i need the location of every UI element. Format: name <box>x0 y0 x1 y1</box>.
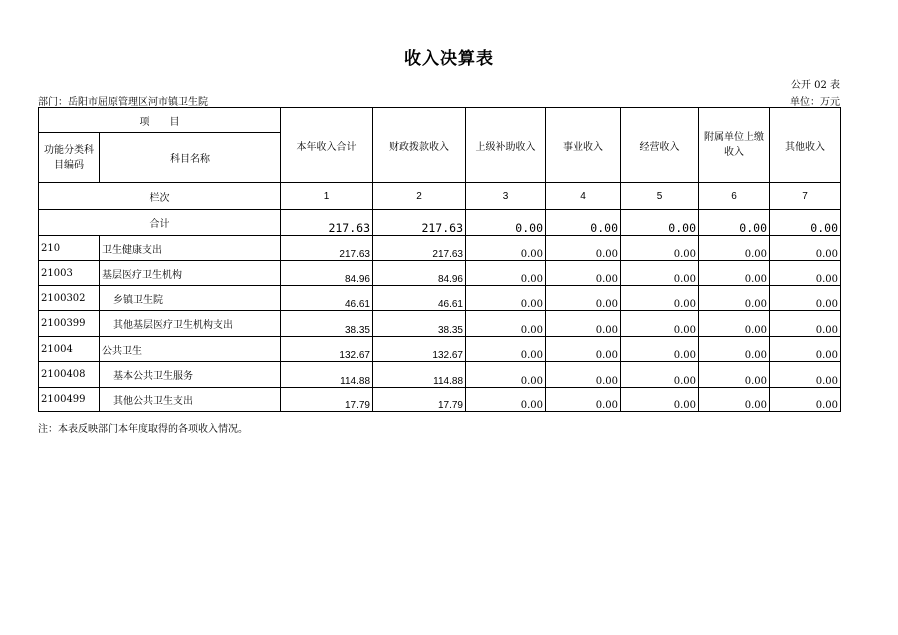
table-row <box>39 286 841 311</box>
header-col-6: 附属单位上缴收入 <box>699 108 770 183</box>
row-value-2: 84.96 <box>373 261 466 286</box>
header-name: 科目名称 <box>100 133 281 183</box>
row-value-3: 0.00 <box>466 337 546 362</box>
header-col-4: 事业收入 <box>546 108 621 183</box>
total-value-6: 0.00 <box>699 210 770 236</box>
col-number-5: 5 <box>621 183 699 210</box>
row-value-3: 0.00 <box>466 261 546 286</box>
row-name: 其他公共卫生支出 <box>100 388 281 412</box>
row-code: 21003 <box>39 261 100 286</box>
total-value-3: 0.00 <box>466 210 546 236</box>
row-value-3: 0.00 <box>466 311 546 337</box>
row-value-3: 0.00 <box>466 362 546 388</box>
header-item: 项 目 <box>39 108 281 133</box>
table-row <box>39 388 841 412</box>
row-value-6: 0.00 <box>699 337 770 362</box>
row-value-1: 217.63 <box>281 236 373 261</box>
row-value-5: 0.00 <box>621 236 699 261</box>
total-value-5: 0.00 <box>621 210 699 236</box>
total-value-1: 217.63 <box>281 210 373 236</box>
row-value-7: 0.00 <box>770 311 841 337</box>
table-row <box>39 337 841 362</box>
row-value-2: 38.35 <box>373 311 466 337</box>
row-value-2: 217.63 <box>373 236 466 261</box>
header-col-5: 经营收入 <box>621 108 699 183</box>
row-value-7: 0.00 <box>770 337 841 362</box>
form-number: 公开 02 表 <box>790 80 840 91</box>
page-title: 收入决算表 <box>404 49 494 69</box>
row-name: 乡镇卫生院 <box>100 286 281 311</box>
row-name: 基层医疗卫生机构 <box>100 261 281 286</box>
row-value-4: 0.00 <box>546 236 621 261</box>
row-code: 2100302 <box>39 286 100 311</box>
unit-label: 单位：万元 <box>790 97 840 108</box>
row-name: 其他基层医疗卫生机构支出 <box>100 311 281 337</box>
row-value-6: 0.00 <box>699 236 770 261</box>
header-index: 栏次 <box>39 183 281 210</box>
row-value-3: 0.00 <box>466 236 546 261</box>
row-code: 2100499 <box>39 388 100 412</box>
row-value-4: 0.00 <box>546 261 621 286</box>
header-code: 功能分类科目编码 <box>39 133 100 183</box>
total-value-2: 217.63 <box>373 210 466 236</box>
table-row <box>39 362 841 388</box>
row-code: 210 <box>39 236 100 261</box>
table-row <box>39 311 841 337</box>
row-value-7: 0.00 <box>770 286 841 311</box>
row-value-5: 0.00 <box>621 388 699 412</box>
table-row <box>39 261 841 286</box>
row-code: 21004 <box>39 337 100 362</box>
row-value-5: 0.00 <box>621 362 699 388</box>
col-number-1: 1 <box>281 183 373 210</box>
row-value-1: 84.96 <box>281 261 373 286</box>
row-value-7: 0.00 <box>770 236 841 261</box>
row-value-5: 0.00 <box>621 311 699 337</box>
col-number-6: 6 <box>699 183 770 210</box>
row-code: 2100408 <box>39 362 100 388</box>
row-value-7: 0.00 <box>770 261 841 286</box>
row-name: 基本公共卫生服务 <box>100 362 281 388</box>
department-label: 部门：岳阳市屈原管理区河市镇卫生院 <box>38 97 208 108</box>
header-col-2: 财政拨款收入 <box>373 108 466 183</box>
table-note: 注：本表反映部门本年度取得的各项收入情况。 <box>38 424 248 435</box>
row-value-2: 114.88 <box>373 362 466 388</box>
header-col-3: 上级补助收入 <box>466 108 546 183</box>
header-col-1: 本年收入合计 <box>281 108 373 183</box>
row-value-7: 0.00 <box>770 362 841 388</box>
row-value-4: 0.00 <box>546 362 621 388</box>
row-value-4: 0.00 <box>546 286 621 311</box>
row-value-4: 0.00 <box>546 337 621 362</box>
total-value-4: 0.00 <box>546 210 621 236</box>
row-value-6: 0.00 <box>699 261 770 286</box>
row-value-2: 46.61 <box>373 286 466 311</box>
row-value-6: 0.00 <box>699 362 770 388</box>
row-value-5: 0.00 <box>621 261 699 286</box>
row-name: 卫生健康支出 <box>100 236 281 261</box>
row-value-5: 0.00 <box>621 286 699 311</box>
col-number-3: 3 <box>466 183 546 210</box>
row-value-6: 0.00 <box>699 311 770 337</box>
col-number-2: 2 <box>373 183 466 210</box>
row-value-3: 0.00 <box>466 286 546 311</box>
row-value-1: 132.67 <box>281 337 373 362</box>
header-col-7: 其他收入 <box>770 108 841 183</box>
table-row <box>39 236 841 261</box>
row-value-1: 17.79 <box>281 388 373 412</box>
row-value-3: 0.00 <box>466 388 546 412</box>
row-value-6: 0.00 <box>699 388 770 412</box>
row-value-6: 0.00 <box>699 286 770 311</box>
total-row <box>39 210 841 236</box>
row-value-7: 0.00 <box>770 388 841 412</box>
row-value-2: 132.67 <box>373 337 466 362</box>
col-number-4: 4 <box>546 183 621 210</box>
row-code: 2100399 <box>39 311 100 337</box>
row-value-4: 0.00 <box>546 388 621 412</box>
col-number-7: 7 <box>770 183 841 210</box>
row-value-1: 38.35 <box>281 311 373 337</box>
row-value-2: 17.79 <box>373 388 466 412</box>
total-label: 合计 <box>39 210 281 236</box>
row-value-1: 114.88 <box>281 362 373 388</box>
row-value-4: 0.00 <box>546 311 621 337</box>
total-value-7: 0.00 <box>770 210 841 236</box>
row-value-5: 0.00 <box>621 337 699 362</box>
row-name: 公共卫生 <box>100 337 281 362</box>
income-table <box>38 107 841 412</box>
row-value-1: 46.61 <box>281 286 373 311</box>
